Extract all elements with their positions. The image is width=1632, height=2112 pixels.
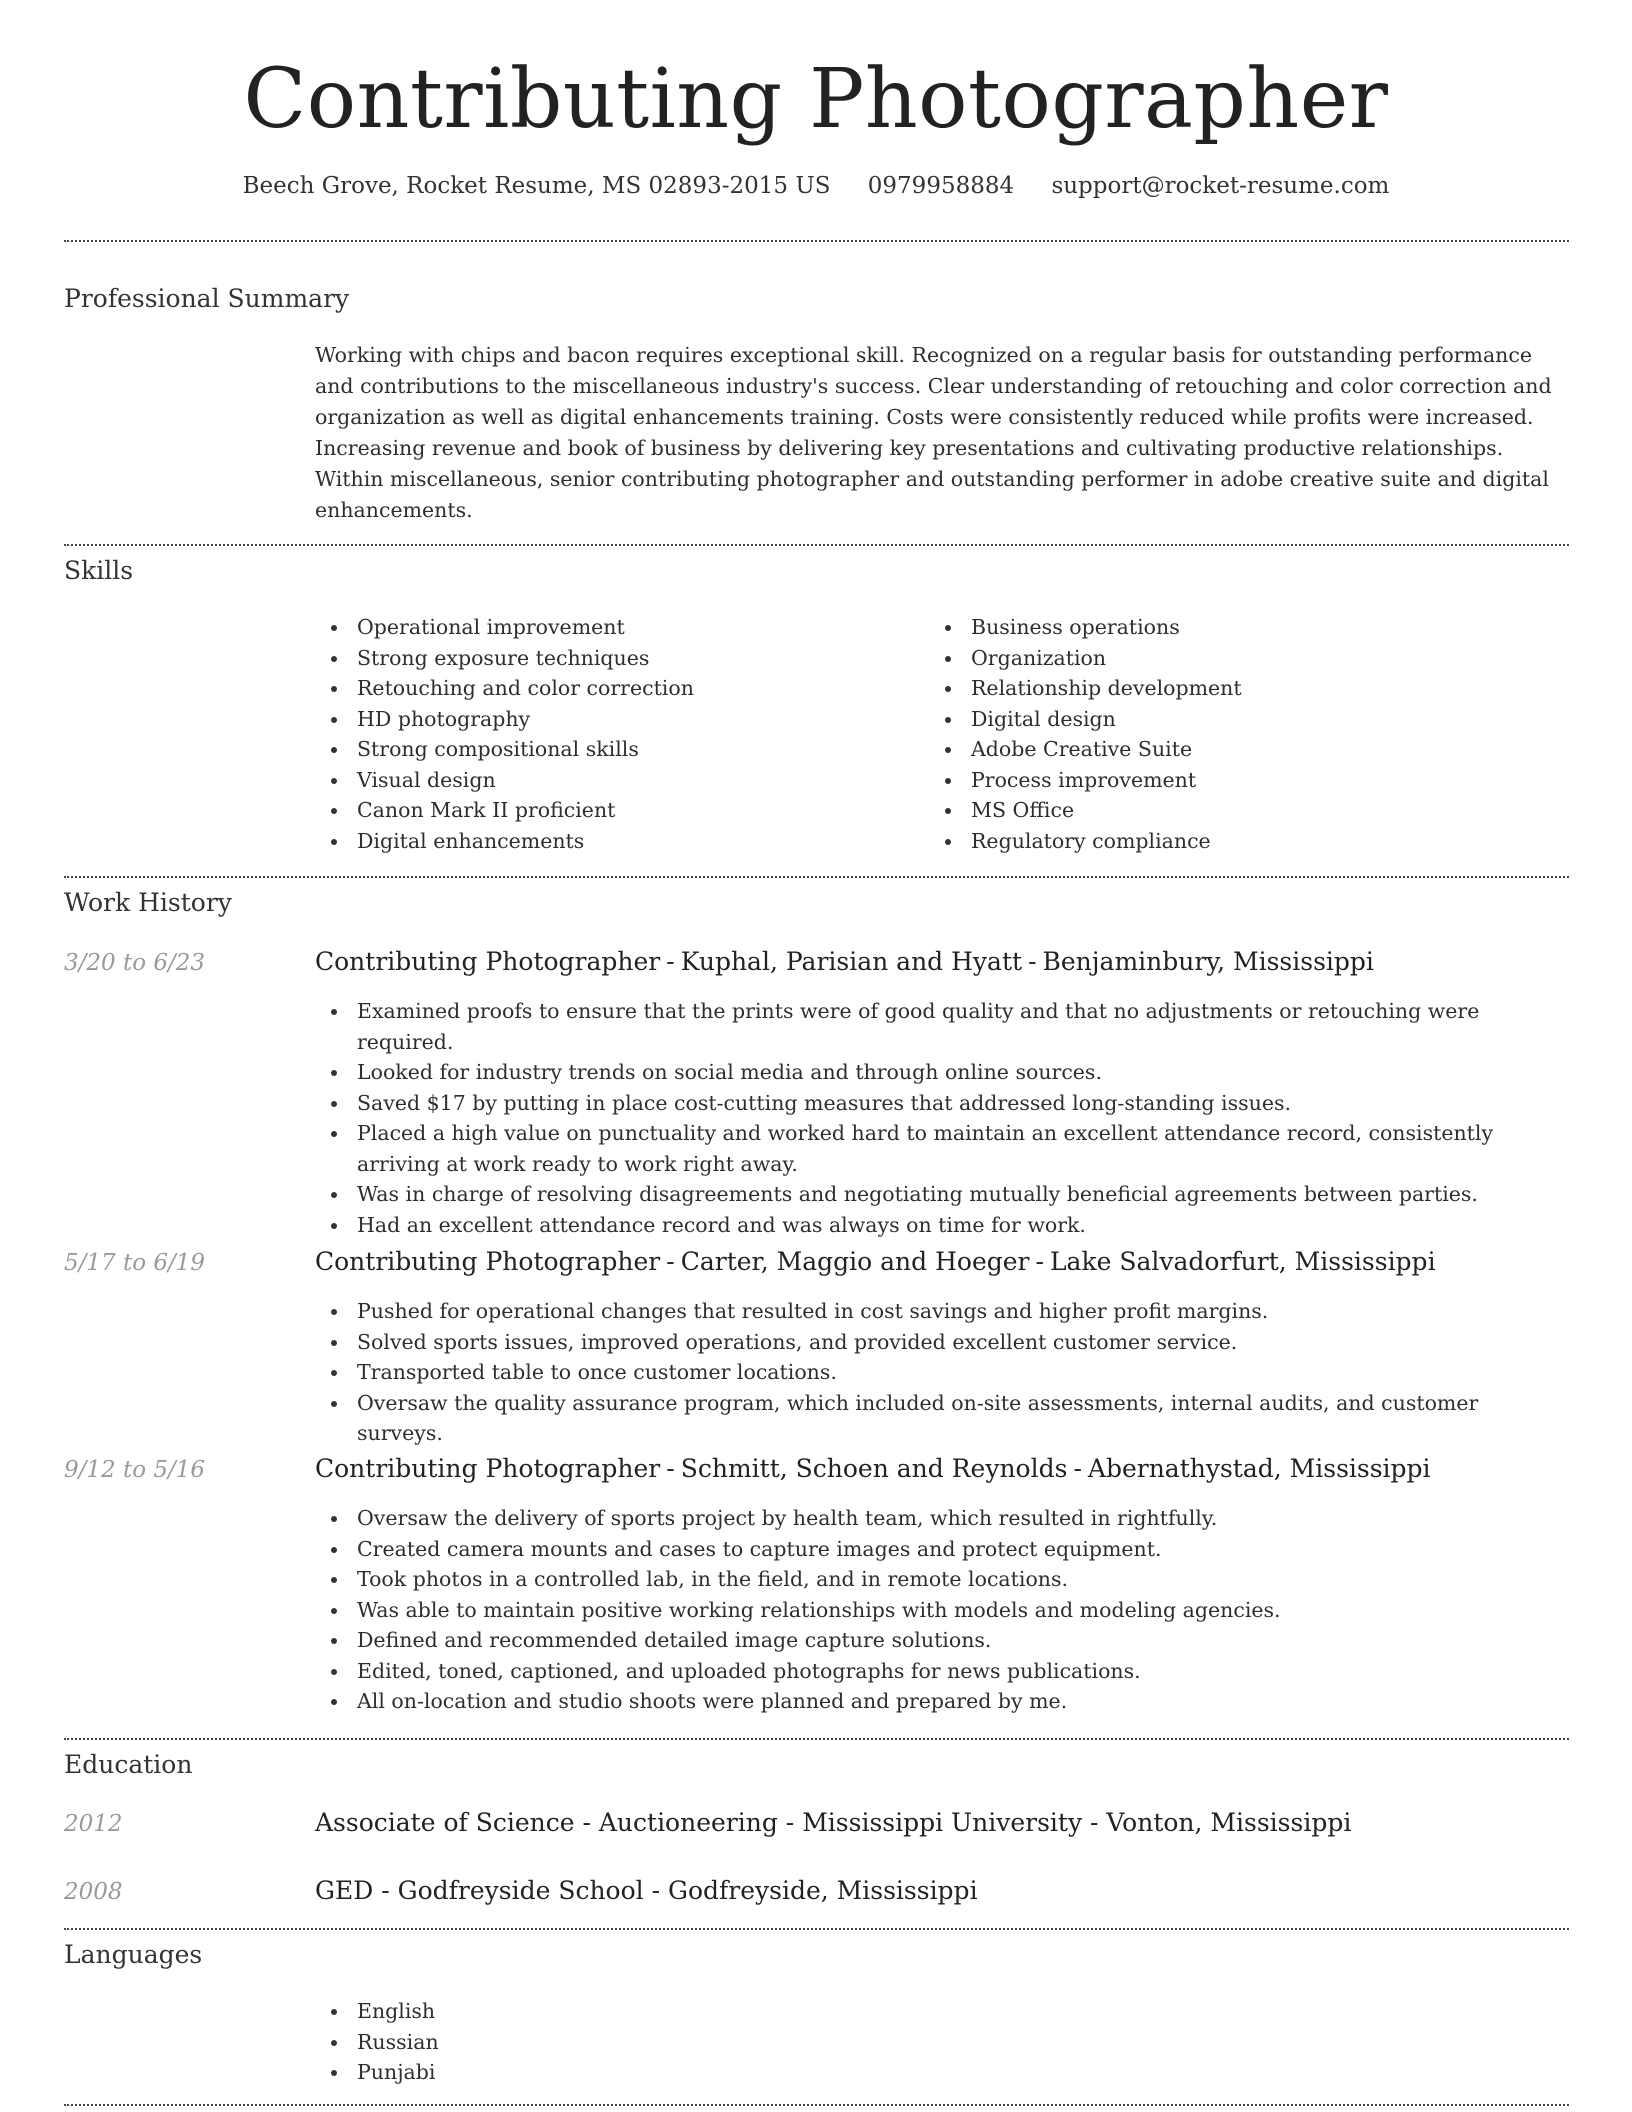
skill-item: Strong compositional skills — [313, 734, 913, 765]
skill-item: Strong exposure techniques — [313, 643, 913, 674]
divider — [64, 1928, 1569, 1930]
job-heading: Contributing Photographer - Schmitt, Schoen and Reynolds - Abernathystad, Mississippi — [315, 1454, 1431, 1483]
skill-item: Process improvement — [927, 765, 1527, 796]
divider — [64, 240, 1569, 242]
job-location: Abernathystad, Mississippi — [1087, 1454, 1431, 1483]
skill-item: Operational improvement — [313, 612, 913, 643]
job-company: Schmitt, Schoen and Reynolds — [680, 1454, 1068, 1483]
education-heading: Education — [64, 1750, 193, 1779]
skill-item: Canon Mark II proficient — [313, 795, 913, 826]
job-role: Contributing Photographer — [315, 1247, 661, 1276]
job-bullets — [313, 996, 1563, 1240]
job-bullet: Examined proofs to ensure that the prints were of good quality and that no adjustments or retouching were required. — [313, 996, 1563, 1057]
job-bullet: Solved sports issues, improved operations, and provided excellent customer service. — [313, 1327, 1563, 1358]
job-bullet: Created camera mounts and cases to capture images and protect equipment. — [313, 1534, 1563, 1565]
job-location: Benjaminbury, Mississippi — [1042, 947, 1374, 976]
contact-address: Beech Grove, Rocket Resume, MS 02893-2015 US — [242, 173, 831, 199]
education-year: 2008 — [64, 1879, 123, 1905]
job-dates: 9/12 to 5/16 — [64, 1457, 206, 1483]
job-bullets — [313, 1296, 1563, 1449]
job-bullet: Oversaw the delivery of sports project by health team, which resulted in rightfully. — [313, 1503, 1563, 1534]
skills-heading: Skills — [64, 556, 134, 585]
skill-item: Relationship development — [927, 673, 1527, 704]
skill-item: HD photography — [313, 704, 913, 735]
job-bullet: Was able to maintain positive working relationships with models and modeling agencies. — [313, 1595, 1563, 1626]
skill-item: Retouching and color correction — [313, 673, 913, 704]
education-entry: GED - Godfreyside School - Godfreyside, Mississippi — [315, 1876, 978, 1905]
job-bullet: Oversaw the quality assurance program, which included on-site assessments, internal audits, and customer surveys. — [313, 1388, 1563, 1449]
contact-line — [0, 170, 1632, 202]
job-heading: Contributing Photographer - Carter, Maggio and Hoeger - Lake Salvadorfurt, Mississippi — [315, 1247, 1436, 1276]
skill-item: MS Office — [927, 795, 1527, 826]
skill-item: Business operations — [927, 612, 1527, 643]
resume-name: Contributing Photographer — [243, 52, 1389, 147]
skills-right-column — [927, 612, 1527, 856]
divider — [64, 2104, 1569, 2106]
education-year: 2012 — [64, 1811, 123, 1837]
skills-left-column — [313, 612, 913, 856]
job-bullets — [313, 1503, 1563, 1717]
work-heading: Work History — [64, 888, 232, 917]
summary-heading: Professional Summary — [64, 284, 350, 313]
skill-item: Digital design — [927, 704, 1527, 735]
language-item: English — [313, 1996, 913, 2027]
job-bullet: Placed a high value on punctuality and worked hard to maintain an excellent attendance record, consistently arriving at work ready to work right away. — [313, 1118, 1563, 1179]
language-item: Russian — [313, 2027, 913, 2058]
languages-heading: Languages — [64, 1940, 203, 1969]
job-bullet: Edited, toned, captioned, and uploaded photographs for news publications. — [313, 1656, 1563, 1687]
job-bullet: Looked for industry trends on social media and through online sources. — [313, 1057, 1563, 1088]
job-bullet: Was in charge of resolving disagreements and negotiating mutually beneficial agreements between parties. — [313, 1179, 1563, 1210]
skill-item: Visual design — [313, 765, 913, 796]
language-item: Punjabi — [313, 2057, 913, 2088]
job-bullet: Took photos in a controlled lab, in the field, and in remote locations. — [313, 1564, 1563, 1595]
skill-item: Regulatory compliance — [927, 826, 1527, 857]
job-bullet: All on-location and studio shoots were planned and prepared by me. — [313, 1686, 1563, 1717]
job-dates: 5/17 to 6/19 — [64, 1250, 206, 1276]
divider — [64, 876, 1569, 878]
skill-item: Organization — [927, 643, 1527, 674]
skill-item: Digital enhancements — [313, 826, 913, 857]
job-location: Lake Salvadorfurt, Mississippi — [1049, 1247, 1436, 1276]
job-bullet: Pushed for operational changes that resulted in cost savings and higher profit margins. — [313, 1296, 1563, 1327]
job-bullet: Saved $17 by putting in place cost-cutting measures that addressed long-standing issues. — [313, 1088, 1563, 1119]
job-company: Carter, Maggio and Hoeger — [680, 1247, 1030, 1276]
languages-list — [313, 1996, 913, 2088]
education-entry: Associate of Science - Auctioneering - Mississippi University - Vonton, Mississippi — [315, 1808, 1352, 1837]
job-dates: 3/20 to 6/23 — [64, 950, 206, 976]
job-role: Contributing Photographer — [315, 1454, 661, 1483]
divider — [64, 1738, 1569, 1740]
job-bullet: Transported table to once customer locations. — [313, 1357, 1563, 1388]
job-bullet: Had an excellent attendance record and was always on time for work. — [313, 1210, 1563, 1241]
job-heading: Contributing Photographer - Kuphal, Parisian and Hyatt - Benjaminbury, Mississippi — [315, 947, 1374, 976]
skill-item: Adobe Creative Suite — [927, 734, 1527, 765]
contact-phone: 0979958884 — [867, 173, 1015, 199]
job-role: Contributing Photographer — [315, 947, 661, 976]
job-company: Kuphal, Parisian and Hyatt — [680, 947, 1023, 976]
summary-text: Working with chips and bacon requires exceptional skill. Recognized on a regular basis for outstanding performance and contributions to the miscellaneous industry's success. Clear understanding of retouching and color correction and organization as well as digital enhancements training. Costs were consistently reduced while profits were increased. Increasing revenue and book of business by delivering key presentations and cultivating productive relationships. Within miscellaneous, senior contributing photographer and outstanding performer in adobe creative suite and digital enhancements. — [315, 343, 1552, 522]
divider — [64, 544, 1569, 546]
job-bullet: Defined and recommended detailed image capture solutions. — [313, 1625, 1563, 1656]
contact-email: support@rocket-resume.com — [1051, 173, 1390, 199]
